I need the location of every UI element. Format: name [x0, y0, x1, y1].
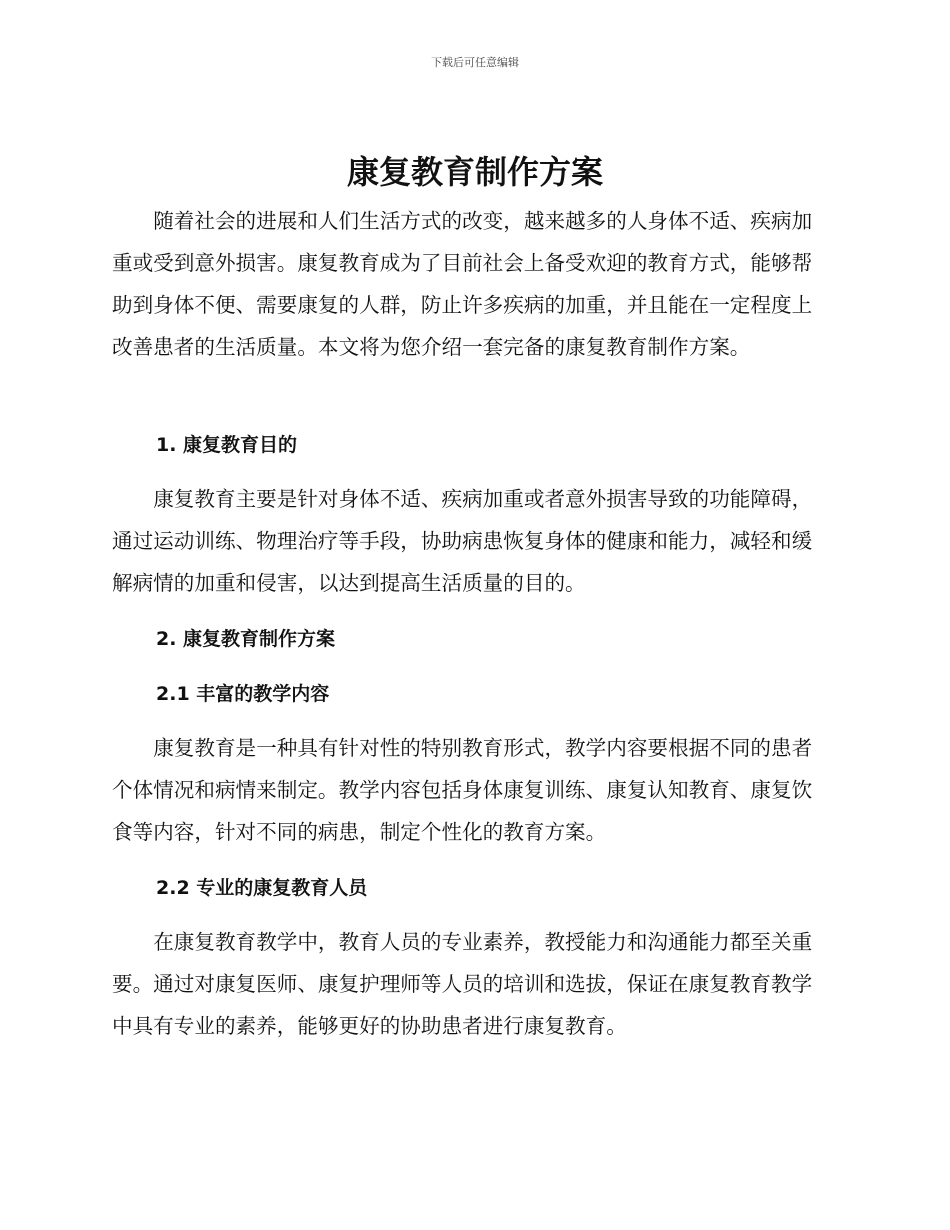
section-heading-2-2: 2.2 专业的康复教育人员	[156, 877, 368, 899]
section-body-2-1: 康复教育是一种具有针对性的特别教育形式，教学内容要根据不同的患者个体情况和病情来制定。教学内容包括身体康复训练、康复认知教育、康复饮食等内容，针对不同的病患，制定个性化的教育方案。	[112, 736, 813, 844]
intro-paragraph: 随着社会的进展和人们生活方式的改变，越来越多的人身体不适、疾病加重或受到意外损害。康复教育成为了目前社会上备受欢迎的教育方式，能够帮助到身体不便、需要康复的人群，防止许多疾病的加重，并且能在一定程度上改善患者的生活质量。本文将为您介绍一套完备的康复教育制作方案。	[112, 209, 813, 359]
section-body-1: 康复教育主要是针对身体不适、疾病加重或者意外损害导致的功能障碍，通过运动训练、物理治疗等手段，协助病患恢复身体的健康和能力，减轻和缓解病情的加重和侵害，以达到提高生活质量的目的。	[112, 487, 813, 595]
section-heading-2: 2. 康复教育制作方案	[156, 628, 336, 650]
section-body-2-2: 在康复教育教学中，教育人员的专业素养，教授能力和沟通能力都至关重要。通过对康复医师、康复护理师等人员的培训和选拔，保证在康复教育教学中具有专业的素养，能够更好的协助患者进行康复教育。	[112, 930, 813, 1038]
document-title: 康复教育制作方案	[346, 153, 603, 191]
section-heading-2-1: 2.1 丰富的教学内容	[156, 683, 330, 705]
page-header-note: 下载后可任意编辑	[431, 56, 519, 69]
section-heading-1: 1. 康复教育目的	[156, 434, 298, 456]
